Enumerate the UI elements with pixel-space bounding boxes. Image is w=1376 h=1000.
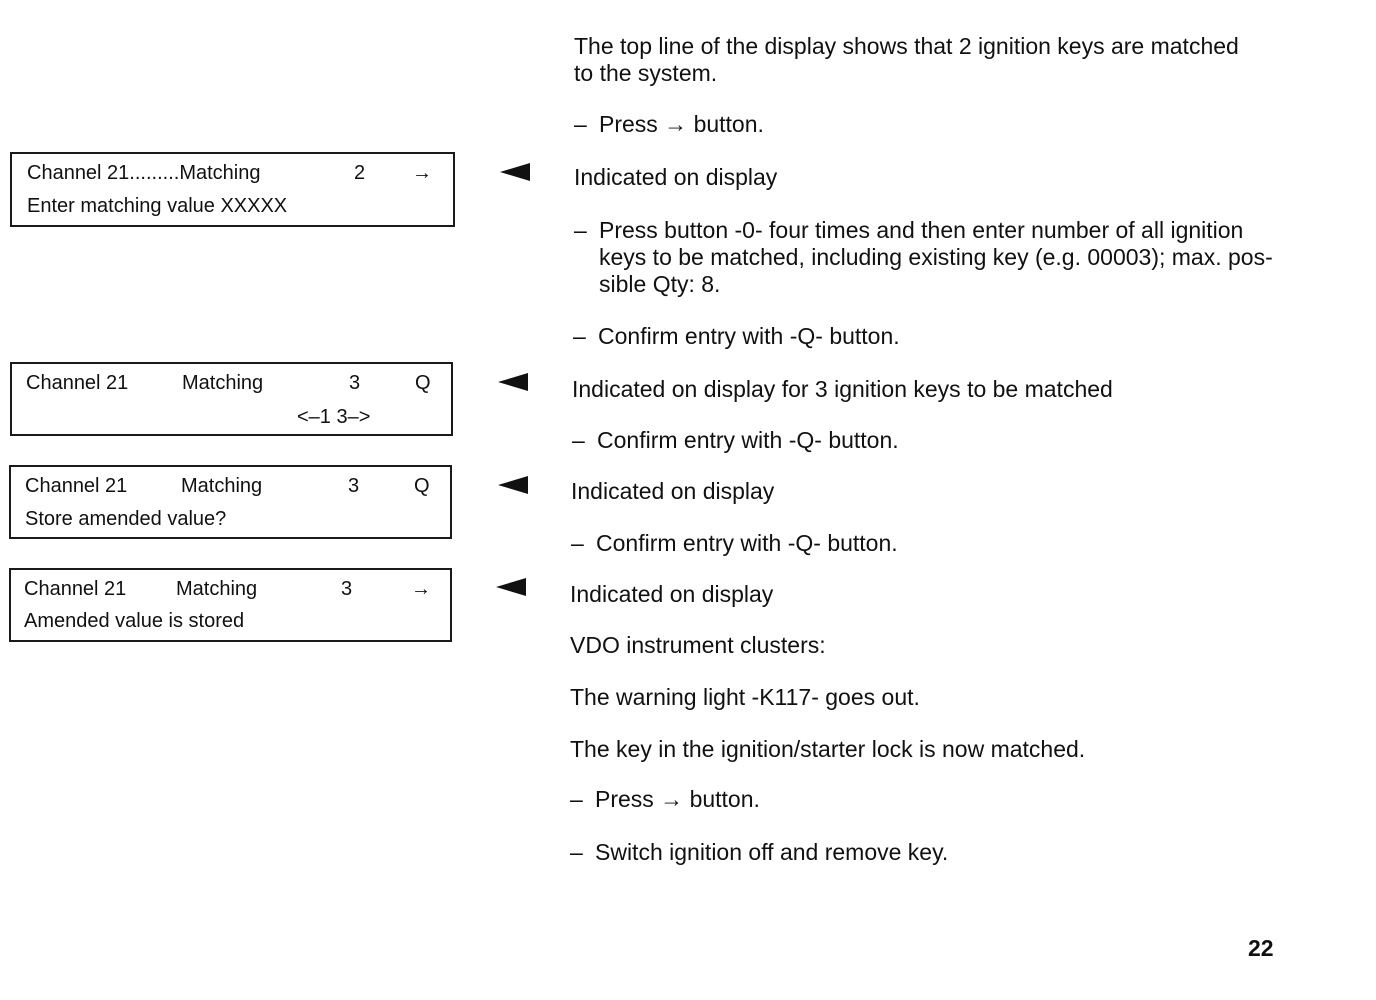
warning-light-text: The warning light -K117- goes out. bbox=[570, 684, 920, 710]
step-press-zero bbox=[574, 217, 1334, 298]
display-symbol: Q bbox=[415, 372, 431, 394]
step-text: Press → button. bbox=[599, 111, 764, 137]
step-dash: – bbox=[574, 217, 587, 243]
intro-line: The top line of the display shows that 2 ignition keys are matched bbox=[574, 33, 1239, 59]
step-dash: – bbox=[571, 530, 584, 556]
display-box-2 bbox=[10, 362, 453, 436]
step-dash: – bbox=[572, 427, 585, 453]
display-label: Matching bbox=[176, 578, 258, 600]
pointer-arrow-icon bbox=[498, 373, 528, 391]
display-channel: Channel 21 bbox=[24, 578, 127, 600]
display-value: 3 bbox=[341, 578, 353, 600]
step-dash: – bbox=[570, 839, 583, 865]
step-press-arrow bbox=[574, 111, 764, 138]
step-dash: – bbox=[573, 323, 586, 349]
step-confirm bbox=[571, 530, 898, 557]
intro-paragraph bbox=[574, 33, 1239, 87]
step-confirm bbox=[573, 323, 900, 350]
display-line2: Amended value is stored bbox=[24, 610, 245, 632]
indicated-on-display: Indicated on display bbox=[571, 478, 775, 504]
pointer-arrow-icon bbox=[496, 578, 526, 596]
step-line: sible Qty: 8. bbox=[599, 271, 721, 297]
display-channel: Channel 21 bbox=[26, 372, 129, 394]
step-text: Confirm entry with -Q- button. bbox=[596, 530, 898, 556]
display-channel: Channel 21.........Matching bbox=[27, 162, 261, 184]
intro-line: to the system. bbox=[574, 60, 718, 86]
step-line: keys to be matched, including existing key (e.g. 00003); max. pos- bbox=[599, 244, 1273, 270]
indicated-on-display: Indicated on display for 3 ignition keys to be matched bbox=[572, 376, 1113, 402]
step-press-arrow bbox=[570, 786, 760, 813]
step-line: Press button -0- four times and then enter number of all ignition bbox=[599, 217, 1244, 243]
display-box-1 bbox=[10, 152, 455, 227]
vdo-heading: VDO instrument clusters: bbox=[570, 632, 826, 658]
step-text: Confirm entry with -Q- button. bbox=[597, 427, 899, 453]
display-box-3 bbox=[9, 465, 452, 539]
step-dash: – bbox=[570, 786, 583, 812]
step-text bbox=[599, 217, 1334, 298]
step-dash: – bbox=[574, 111, 587, 137]
display-value: 3 bbox=[349, 372, 361, 394]
step-text: Confirm entry with -Q- button. bbox=[598, 323, 900, 349]
display-box-4 bbox=[9, 568, 452, 642]
display-line2: Enter matching value XXXXX bbox=[27, 195, 288, 217]
display-line2: <–1 3–> bbox=[297, 406, 371, 428]
step-confirm bbox=[572, 427, 899, 454]
display-symbol: Q bbox=[414, 475, 430, 497]
display-value: 2 bbox=[354, 162, 366, 184]
display-channel: Channel 21 bbox=[25, 475, 128, 497]
display-symbol: → bbox=[411, 578, 431, 600]
step-text: Switch ignition off and remove key. bbox=[595, 839, 949, 865]
step-text: Press → button. bbox=[595, 786, 760, 812]
pointer-arrow-icon bbox=[500, 163, 530, 181]
display-label: Matching bbox=[182, 372, 264, 394]
step-switch-off bbox=[570, 839, 948, 866]
display-symbol: → bbox=[412, 162, 432, 184]
display-line2: Store amended value? bbox=[25, 508, 227, 530]
display-value: 3 bbox=[348, 475, 360, 497]
indicated-on-display: Indicated on display bbox=[570, 581, 774, 607]
key-matched-text: The key in the ignition/starter lock is now matched. bbox=[570, 736, 1086, 762]
display-label: Matching bbox=[181, 475, 263, 497]
page-number: 22 bbox=[1248, 935, 1274, 961]
indicated-on-display: Indicated on display bbox=[574, 164, 778, 190]
pointer-arrow-icon bbox=[498, 476, 528, 494]
